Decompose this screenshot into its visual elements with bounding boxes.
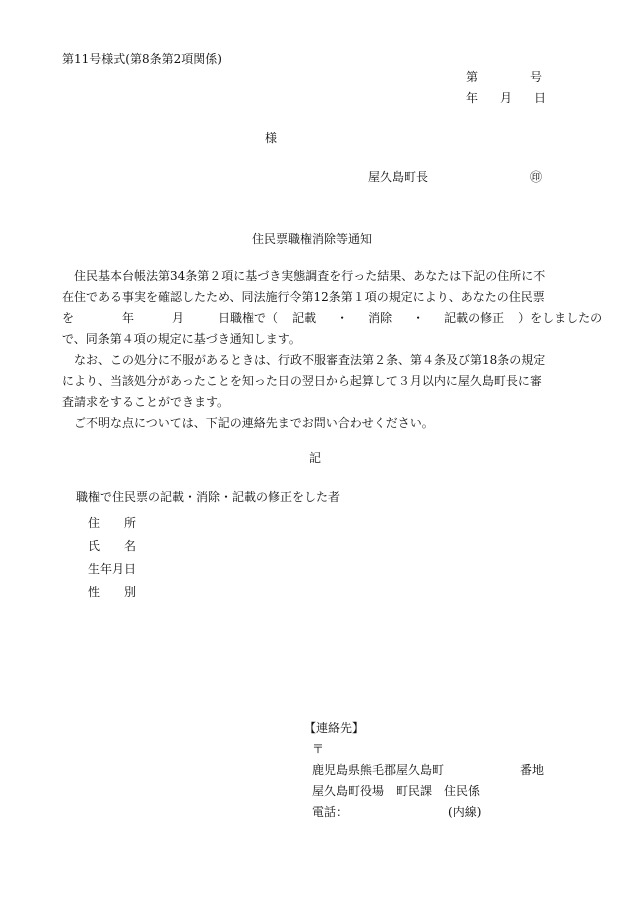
- document-title: 住民票職権消除等通知: [252, 232, 373, 246]
- p1l3-month: 月: [172, 311, 185, 325]
- p1l3-dot1: ・: [336, 311, 349, 325]
- sender-name: 屋久島町長: [368, 170, 429, 184]
- field-gender: 性 別: [88, 585, 137, 599]
- body-p2-line2: により、当該処分があったことを知った日の翌日から起算して３月以内に屋久島町長に審: [62, 374, 542, 388]
- body-p1-line1: 住民基本台帳法第34条第２項に基づき実態調査を行った結果、あなたは下記の住所に不: [74, 269, 546, 283]
- date-year: 年: [466, 91, 479, 105]
- contact-address-row: [312, 760, 544, 781]
- body-p1-line2: 在住である事実を確認したため、同法施行令第12条第１項の規定により、あなたの住民票: [62, 290, 545, 304]
- contact-address-suffix: 番地: [520, 763, 545, 777]
- ki-heading: 記: [309, 451, 322, 465]
- date-month: 月: [500, 91, 513, 105]
- p1l3-opt1: 記載: [292, 311, 317, 325]
- body-p2-line3: 査請求をすることができます。: [62, 395, 230, 409]
- p1l3-year: 年: [122, 311, 135, 325]
- body-p3-line1: ご不明な点については、下記の連絡先までお問い合わせください。: [74, 416, 434, 430]
- body-p1-line3: [62, 308, 603, 329]
- subject-heading: 職権で住民票の記載・消除・記載の修正をした者: [76, 490, 341, 504]
- date-day: 日: [534, 91, 547, 105]
- contact-phone-label: 電話：: [312, 805, 349, 819]
- doc-number-suffix: 号: [530, 70, 543, 84]
- seal-mark: ㊞: [530, 170, 543, 184]
- form-label: 第11号様式(第8条第2項関係): [62, 52, 222, 66]
- doc-number: [466, 70, 542, 84]
- field-address: 住 所: [88, 516, 137, 530]
- p1l3-a: を: [62, 311, 75, 325]
- p1l3-e: ）をしましたの: [518, 311, 603, 325]
- p1l3-opt3: 記載の修正: [444, 311, 505, 325]
- contact-phone-row: [312, 802, 544, 823]
- contact-address: 鹿児島県熊毛郡屋久島町: [312, 763, 445, 777]
- contact-office: 屋久島町役場 町民課 住民係: [312, 784, 481, 798]
- subject-fields: [88, 516, 136, 608]
- p1l3-dot2: ・: [412, 311, 425, 325]
- contact-block: [304, 718, 545, 823]
- doc-number-prefix: 第: [466, 70, 479, 84]
- p1l3-opt2: 消除: [368, 311, 393, 325]
- body-p2-line1: なお、この処分に不服があるときは、行政不服審査法第２条、第４条及び第18条の規定: [74, 353, 546, 367]
- p1l3-d: 日職権で（: [218, 311, 279, 325]
- contact-postal: 〒: [312, 742, 325, 756]
- addressee-suffix: 様: [265, 131, 278, 145]
- field-name: 氏 名: [88, 539, 137, 553]
- body-p1-line4: で、同条第４項の規定に基づき通知します。: [62, 332, 301, 346]
- date-line: [466, 91, 546, 105]
- contact-phone-ext: (内線): [448, 805, 482, 819]
- field-birthdate: 生年月日: [88, 562, 137, 576]
- contact-heading: 【連絡先】: [304, 721, 365, 735]
